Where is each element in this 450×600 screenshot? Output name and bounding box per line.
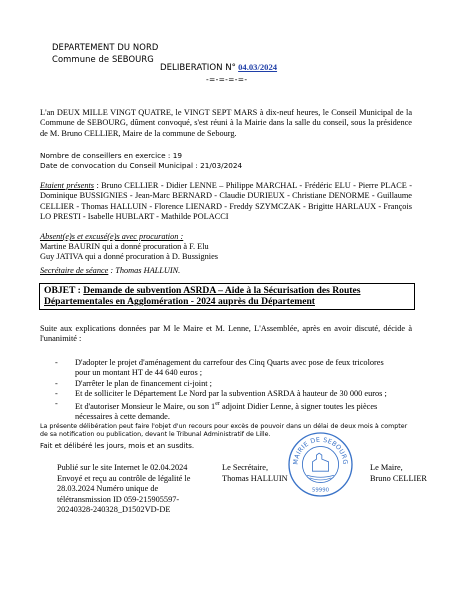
stamp-postal-code: 59990 (311, 487, 330, 494)
mairie-stamp-icon (287, 431, 354, 498)
mayor-name: Bruno CELLIER (370, 473, 427, 483)
recours-notice: La présente délibération peut faire l'objet d'un recours pour excès de pouvoir dans un délai de deux mois à compter de sa notification ou publication, devant le Tribunal Administratif de Lille. (40, 423, 408, 438)
secretary-label: Secrétaire de séance (40, 266, 109, 275)
deliberation-title (160, 62, 277, 73)
convocation-date: Date de convocation du Conseil Municipal : 21/03/2024 (40, 161, 243, 170)
decision-lead: Suite aux explications données par M le Maire et M. Lenne, L'Assemblée, après en avoir discuté, décide à l'unanimité : (40, 324, 412, 344)
department-heading: DEPARTEMENT DU NORD (52, 42, 159, 52)
objet-label: OBJET : (44, 285, 84, 296)
secretary-name: : Thomas HALLUIN. (108, 266, 181, 275)
proxy-baurin: Martine BAURIN qui a donné procuration à F. Elu (40, 242, 209, 251)
secretary-signature (222, 463, 288, 484)
decision-point-subvention: - Et de solliciter le Département Le Nord par la subvention ASRDA à hauteur de 30 000 euros ; (55, 388, 387, 398)
stamp-mairie-text: MAIRIE DE SEBOURG (292, 436, 349, 466)
decision-point-authorize: - Et d'autoriser Monsieur le Maire, ou son 1er adjoint Didier Lenne, à signer toutes les pièces nécessaires à cette demande. (55, 399, 378, 422)
decision-point-financing: - D'arrêter le plan de financement ci-joint ; (55, 378, 212, 388)
secretary-signature-name: Thomas HALLUIN (222, 473, 288, 483)
svg-text:MAIRIE DE SEBOURG (293, 437, 349, 465)
decision-point-adopt: - D'adopter le projet d'aménagement du carrefour des Cinq Quarts avec pose de feux tricolores pour un montant HT de 44 640 euros ; (55, 358, 384, 378)
intro-paragraph: L'an DEUX MILLE VINGT QUATRE, le VINGT SEPT MARS à dix-neuf heures, le Conseil Municipal de la Commune de SEBOURG, dûment convoqué, s'est réuni à la Mairie dans la salle du conseil, sous la présidence de M. Bruno CELLIER, Maire de la commune de Sebourg. (40, 108, 412, 138)
secretary-line (40, 266, 180, 275)
deliberation-number: 04.03/2024 (238, 62, 278, 72)
proxy-jativa: Guy JATIVA qui a donné procuration à D. Bussignies (40, 252, 218, 261)
publication-info: Publié sur le site Internet le 02.04.2024 Envoyé et reçu au contrôle de légalité le 28.03.2024 Numéro unique de télétransmission ID 059-215905597-20240328-240328_D1502VD-DE (57, 463, 191, 514)
decision-points (55, 358, 400, 423)
objet-box (39, 283, 415, 310)
secretary-title: Le Secrétaire, (222, 463, 269, 472)
title-separator: -=-=-=-=- (206, 75, 248, 84)
conseillers-count: Nombre de conseillers en exercice : 19 (40, 151, 182, 160)
absent-label: Absent(e)s et excusé(e)s avec procuration : (40, 232, 184, 241)
present-label: Etaient présents (40, 181, 95, 190)
mayor-signature (370, 463, 427, 484)
mayor-title: Le Maire, (370, 463, 403, 472)
objet-text: Demande de subvention ASRDA – Aide à la Sécurisation des Routes Départementales en Agglomération - 2024 auprès du Département (44, 285, 361, 307)
present-members (40, 181, 412, 223)
deliberation-label: DELIBERATION N° (160, 63, 236, 73)
commune-heading: Commune de SEBOURG (52, 54, 154, 64)
present-list: : Bruno CELLIER - Didier LENNE – Philippe MARCHAL - Frédéric ELU - Pierre PLACE - Dominique BUSSIGNIES - Jean-Marc BERNARD - Claudie DURIEUX - Christiane DENORME - Guillaume CELLIER - Thomas HALLUIN - Florence LIENARD - Freddy SZYMCZAK - Brigitte HARLAUX - François LO PRESTI - Isabelle HUBLART - Mathilde POLACCI (40, 181, 412, 222)
fait-line: Fait et délibéré les jours, mois et an susdits. (40, 442, 195, 450)
